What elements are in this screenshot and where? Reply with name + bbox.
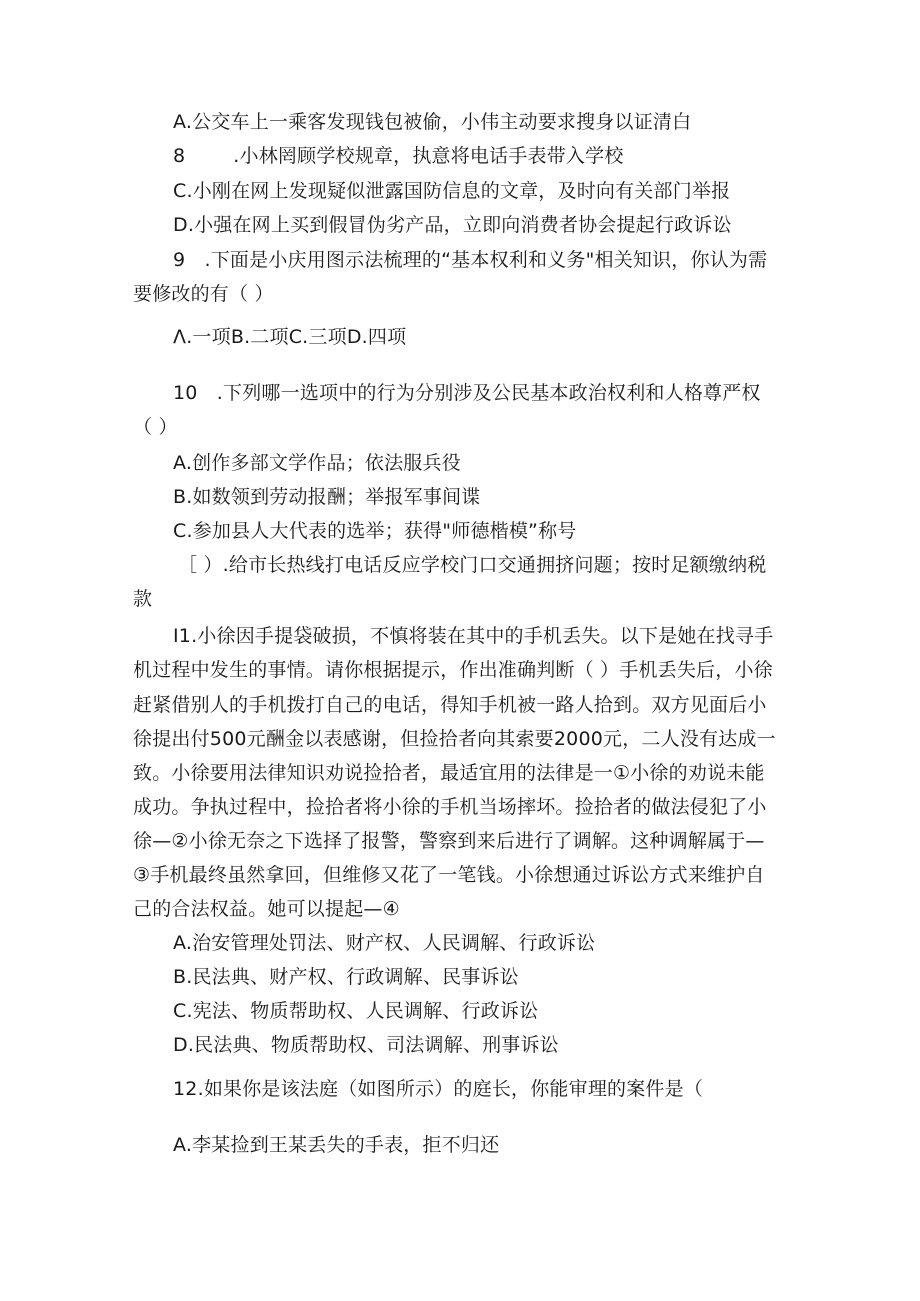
q11-stem-line6: 成功。争执过程中，捡拾者将小徐的手机当场摔坏。捡拾者的做法侵犯了小 xyxy=(133,796,767,818)
q11-stem-line7: 徐—②小徐无奈之下选择了报警，警察到来后进行了调解。这种调解属于— xyxy=(133,830,765,852)
q11-stem-line9: 己的合法权益。她可以提起—④ xyxy=(133,898,400,920)
q11-stem-line2: 机过程中发生的事情。请你根据提示，作出准确判断（ ）手机丢失后，小徐 xyxy=(133,659,773,681)
q10-option-a: A.创作多部文学作品；依法服兵役 xyxy=(173,452,461,474)
q11-option-b: B.民法典、财产权、行政调解、民事诉讼 xyxy=(173,966,519,988)
q10-stem-line2: （ ） xyxy=(133,416,178,438)
q10-option-d-line1: ［ ）.给市长热线打电话反应学校门口交通拥挤问题；按时足额缴纳税 xyxy=(178,554,767,576)
q12-option-a: A.李某捡到王某丢失的手表，拒不归还 xyxy=(173,1134,500,1156)
q9-stem-line2: 要修改的有（ ） xyxy=(133,283,274,305)
q11-stem-line5: 致。小徐要用法律知识劝说捡拾者，最适宜用的法律是一①小徐的劝说未能 xyxy=(133,762,765,784)
q8-option-b-number: 8 xyxy=(173,145,186,167)
q11-option-c: C.宪法、物质帮助权、人民调解、行政诉讼 xyxy=(173,1000,539,1022)
q10-option-c: C.参加县人大代表的选举；获得"师德楷模”称号 xyxy=(173,520,577,542)
q11-stem-line4: 徐提出付500元酬金以表感谢，但捡拾者向其索要2000元，二人没有达成一 xyxy=(133,728,776,750)
q10-stem-line1: 10 .下列哪一选项中的行为分别涉及公民基本政治权利和人格尊严权 xyxy=(173,382,761,404)
q11-stem-line3: 赶紧借别人的手机拨打自己的电话，得知手机被一路人拾到。双方见面后小 xyxy=(133,694,767,716)
q8-option-d: D.小强在网上买到假冒伪劣产品，立即向消费者协会提起行政诉讼 xyxy=(173,214,732,236)
q8-option-b xyxy=(173,144,624,168)
q12-stem-line1: 12.如果你是该法庭（如图所示）的庭长，你能审理的案件是（ xyxy=(173,1078,704,1100)
q10-option-b: B.如数领到劳动报酬；举报军事间谍 xyxy=(173,486,481,508)
q9-stem-line1: 9 .下面是小庆用图示法梳理的“基本权利和义务"相关知识，你认为需 xyxy=(173,249,768,271)
q11-option-a: A.治安管理处罚法、财产权、人民调解、行政诉讼 xyxy=(173,932,596,954)
q9-options: Λ.一项B.二项C.三项D.四项 xyxy=(173,326,407,348)
q8-option-a: A.公交车上一乘客发现钱包被偷，小伟主动要求搜身以证清白 xyxy=(173,111,692,133)
q10-option-d-line2: 款 xyxy=(133,588,153,610)
q8-option-c: C.小刚在网上发现疑似泄露国防信息的文章，及时向有关部门举报 xyxy=(173,180,731,202)
q11-stem-line8: ③手机最终虽然拿回，但维修又花了一笔钱。小徐想通过诉讼方式来维护自 xyxy=(133,864,765,886)
q11-stem-line1: I1.小徐因手提袋破损，不慎将装在其中的手机丢失。以下是她在找寻手 xyxy=(173,625,774,647)
q11-option-d: D.民法典、物质帮助权、司法调解、刑事诉讼 xyxy=(173,1034,559,1056)
q8-option-b-text: .小林罔顾学校规章，执意将电话手表带入学校 xyxy=(233,145,624,167)
